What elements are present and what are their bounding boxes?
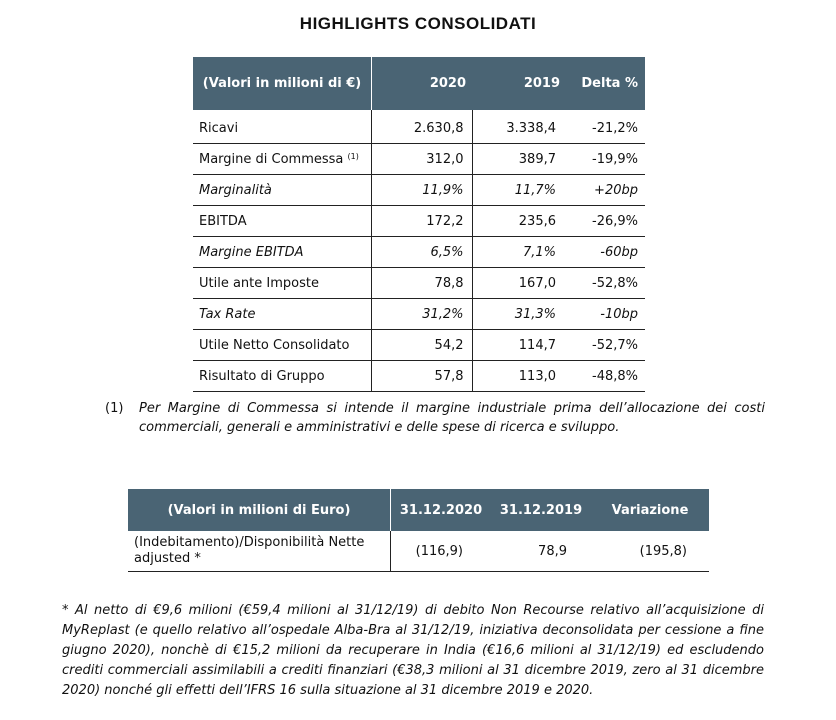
value-2019: 3.338,4	[472, 110, 566, 144]
table-row	[193, 299, 645, 330]
row-label-text: Margine EBITDA	[199, 244, 304, 260]
value-2020: 2.630,8	[372, 110, 473, 144]
footnote-asterisk: * Al netto di €9,6 milioni (€59,4 milioni al 31/12/19) di debito Non Recourse relativo all’acquisizione di MyReplast (e quello relativo all’ospedale Alba-Bra al 31/12/19, iniziativa deconsolidata per cessione a fine giugno 2020), nonchè di €15,2 milioni da recuperare in India (€16,6 milioni al 31/12/19) ed escludendo crediti commerciali assimilabili a crediti finanziari (€38,3 milioni al 31 dicembre 2019, zero al 31 dicembre 2020) nonché gli effetti dell’IFRS 16 sulla situazione al 31 dicembre 2019 e 2020.	[62, 603, 764, 698]
row-label-text: Margine di Commessa	[199, 151, 344, 167]
table-row	[193, 268, 645, 299]
row-label	[193, 361, 372, 392]
row-label-line2: adjusted *	[134, 551, 201, 566]
value-delta: -60bp	[566, 237, 645, 268]
row-label-text: Utile ante Imposte	[199, 275, 319, 291]
value-2019: 235,6	[472, 206, 566, 237]
header-unit: (Valori in milioni di €)	[193, 57, 372, 110]
row-label	[193, 175, 372, 206]
value-delta: -52,7%	[566, 330, 645, 361]
footnote-number: (1)	[105, 401, 124, 416]
table-row	[193, 175, 645, 206]
value-2019: 167,0	[472, 268, 566, 299]
header-variazione: Variazione	[591, 489, 709, 531]
row-label	[193, 299, 372, 330]
value-2020: 11,9%	[372, 175, 473, 206]
net-debt-table	[128, 489, 709, 572]
value-2019: 11,7%	[472, 175, 566, 206]
row-label-text: Risultato di Gruppo	[199, 368, 325, 384]
table-row	[193, 330, 645, 361]
header-delta: Delta %	[566, 57, 645, 110]
table-header-row	[193, 57, 645, 110]
header-31-12-2019: 31.12.2019	[491, 489, 591, 531]
header-2020: 2020	[372, 57, 473, 110]
value-delta: -26,9%	[566, 206, 645, 237]
footnote-1	[105, 399, 765, 437]
table-header-row	[128, 489, 709, 531]
value-2020: (116,9)	[391, 531, 492, 572]
table-row	[193, 206, 645, 237]
row-label	[193, 110, 372, 144]
row-label-text: Tax Rate	[199, 306, 256, 322]
value-delta: -52,8%	[566, 268, 645, 299]
row-label-text: Utile Netto Consolidato	[199, 337, 350, 353]
row-label-line1: (Indebitamento)/Disponibilità Nette	[134, 535, 365, 550]
value-delta: -48,8%	[566, 361, 645, 392]
value-2019: 78,9	[491, 531, 591, 572]
row-label-text: Marginalità	[199, 182, 272, 198]
table-row	[193, 110, 645, 144]
value-variazione: (195,8)	[591, 531, 709, 572]
highlights-table-body	[193, 110, 645, 392]
row-label	[193, 206, 372, 237]
value-2019: 114,7	[472, 330, 566, 361]
table-row	[193, 237, 645, 268]
value-2020: 6,5%	[372, 237, 473, 268]
header-unit: (Valori in milioni di Euro)	[128, 489, 391, 531]
value-2020: 31,2%	[372, 299, 473, 330]
row-label	[193, 330, 372, 361]
header-31-12-2020: 31.12.2020	[391, 489, 492, 531]
value-2020: 78,8	[372, 268, 473, 299]
value-2020: 57,8	[372, 361, 473, 392]
footnote-text: Per Margine di Commessa si intende il margine industriale prima dell’allocazione dei costi commerciali, generali e amministrativi e delle spese di ricerca e sviluppo.	[139, 401, 765, 435]
value-2019: 31,3%	[472, 299, 566, 330]
row-label	[193, 237, 372, 268]
row-label-text: Ricavi	[199, 120, 239, 136]
value-2019: 389,7	[472, 144, 566, 175]
table-row	[193, 144, 645, 175]
highlights-table	[193, 57, 645, 392]
value-2020: 172,2	[372, 206, 473, 237]
value-delta: +20bp	[566, 175, 645, 206]
row-label	[128, 531, 391, 572]
value-delta: -10bp	[566, 299, 645, 330]
row-label	[193, 268, 372, 299]
row-label-text: EBITDA	[199, 213, 247, 229]
footnote-ref: (1)	[347, 151, 359, 161]
value-2020: 312,0	[372, 144, 473, 175]
row-label	[193, 144, 372, 175]
value-2019: 113,0	[472, 361, 566, 392]
table-row	[128, 531, 709, 572]
header-2019: 2019	[472, 57, 566, 110]
value-delta: -21,2%	[566, 110, 645, 144]
value-delta: -19,9%	[566, 144, 645, 175]
table-row	[193, 361, 645, 392]
value-2019: 7,1%	[472, 237, 566, 268]
page-title: HIGHLIGHTS CONSOLIDATI	[299, 14, 537, 33]
value-2020: 54,2	[372, 330, 473, 361]
